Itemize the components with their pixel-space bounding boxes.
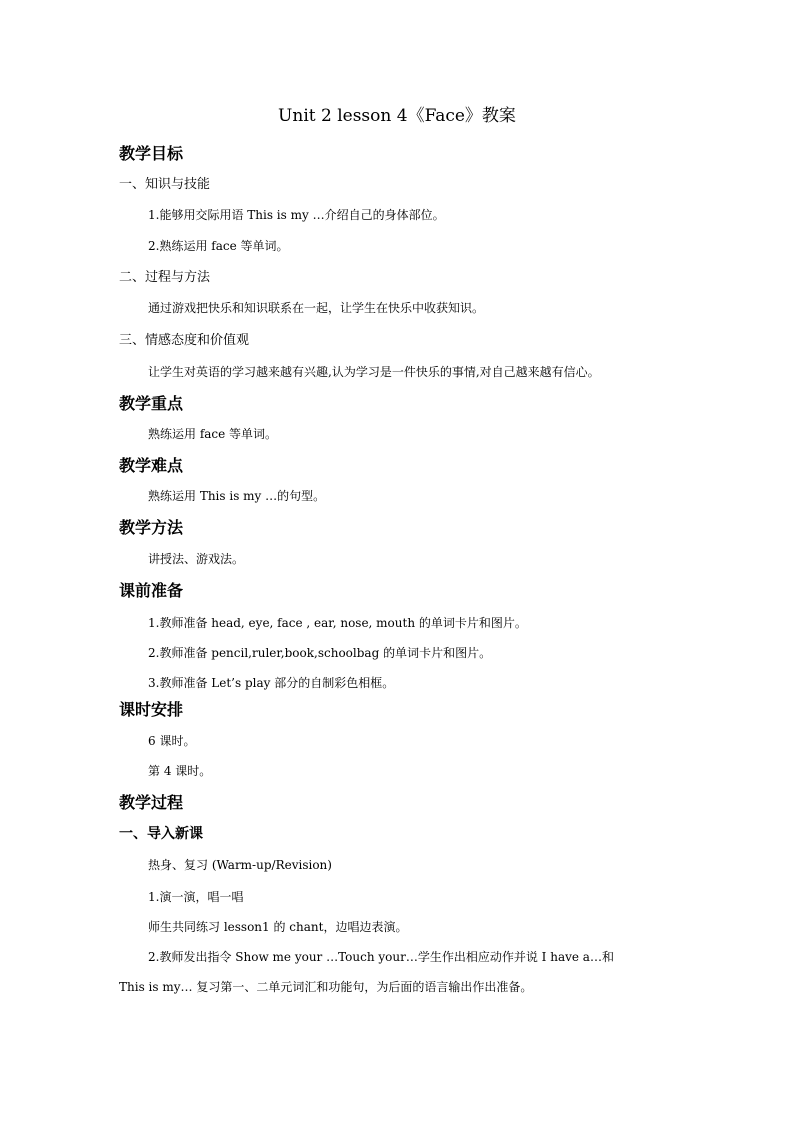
subheading-knowledge: 一、知识与技能 bbox=[119, 177, 211, 192]
schedule-item-2: 第 4 课时。 bbox=[148, 764, 212, 778]
section-heading-procedure: 教学过程 bbox=[119, 793, 184, 812]
emotion-text: 让学生对英语的学习越来越有兴趣,认为学习是一件快乐的事情,对自己越来越有信心。 bbox=[148, 365, 600, 379]
intro-line-3: 师生共同练习 lesson1 的 chant，边唱边表演。 bbox=[148, 920, 408, 934]
section-heading-methods: 教学方法 bbox=[119, 518, 184, 537]
preparation-item-1: 1.教师准备 head, eye, face , ear, nose, mouth 的单词卡片和图片。 bbox=[148, 616, 527, 630]
intro-line-2: 1.演一演，唱一唱 bbox=[148, 890, 244, 904]
intro-line-4: 2.教师发出指令 Show me your …Touch your…学生作出相应动作并说 I have a…和 bbox=[148, 950, 614, 964]
document-title: Unit 2 lesson 4《Face》教案 bbox=[278, 106, 516, 126]
intro-line-1: 热身、复习 (Warm-up/Revision) bbox=[148, 858, 332, 872]
section-heading-objectives: 教学目标 bbox=[119, 144, 184, 163]
methods-text: 讲授法、游戏法。 bbox=[148, 552, 245, 566]
subheading-intro: 一、导入新课 bbox=[119, 826, 203, 842]
schedule-item-1: 6 课时。 bbox=[148, 734, 196, 748]
preparation-item-3: 3.教师准备 Let’s play 部分的自制彩色相框。 bbox=[148, 676, 395, 690]
knowledge-item-1: 1.能够用交际用语 This is my …介绍自己的身体部位。 bbox=[148, 208, 445, 222]
intro-line-5: This is my… 复习第一、二单元词汇和功能句，为后面的语言输出作出准备。 bbox=[119, 980, 533, 994]
knowledge-item-2: 2.熟练运用 face 等单词。 bbox=[148, 239, 289, 253]
section-heading-preparation: 课前准备 bbox=[119, 581, 184, 600]
preparation-item-2: 2.教师准备 pencil,ruler,book,schoolbag 的单词卡片和图片。 bbox=[148, 646, 492, 660]
key-points-text: 熟练运用 face 等单词。 bbox=[148, 427, 278, 441]
section-heading-difficulties: 教学难点 bbox=[119, 456, 184, 475]
section-heading-key-points: 教学重点 bbox=[119, 394, 184, 413]
subheading-process: 二、过程与方法 bbox=[119, 270, 211, 285]
subheading-emotion: 三、情感态度和价值观 bbox=[119, 333, 250, 348]
difficulties-text: 熟练运用 This is my …的句型。 bbox=[148, 489, 326, 503]
process-text: 通过游戏把快乐和知识联系在一起，让学生在快乐中收获知识。 bbox=[148, 301, 485, 315]
section-heading-schedule: 课时安排 bbox=[119, 700, 184, 719]
